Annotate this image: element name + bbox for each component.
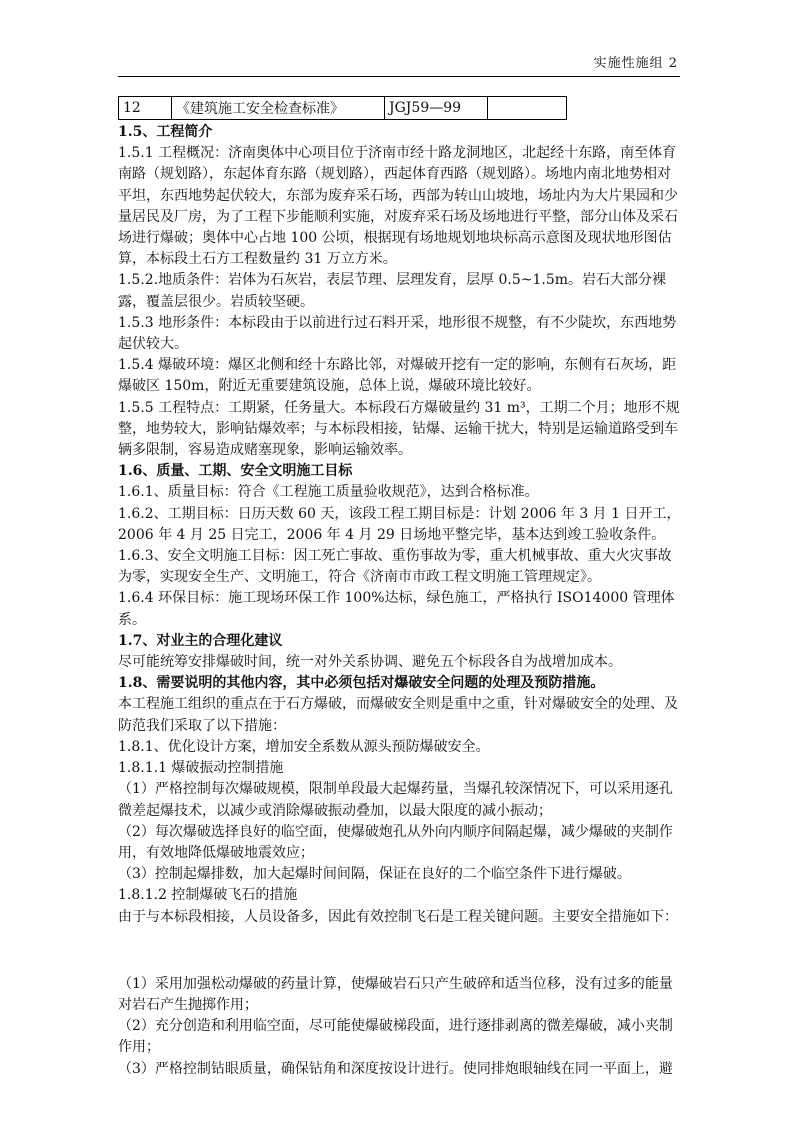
paragraph: 1.8.1、优化设计方案，增加安全系数从源头预防爆破安全。 xyxy=(118,738,490,755)
table-cell-extra xyxy=(488,97,567,120)
reference-table xyxy=(118,96,567,120)
header-rule xyxy=(118,76,680,77)
paragraph: （1）采用加强松动爆破的药量计算，使爆破岩石只产生破碎和适当位移，没有过多的能量对岩石产生抛掷作用； xyxy=(118,975,673,1013)
paragraph: 1.5.2.地质条件：岩体为石灰岩，表层节理、层理发育，层厚 0.5~1.5m。岩石大部分裸露，覆盖层很少。岩质较坚硬。 xyxy=(118,272,667,310)
paragraph: （3）控制起爆排数，加大起爆时间间隔，保证在良好的二个临空条件下进行爆破。 xyxy=(118,866,631,883)
paragraph: （2）充分创造和利用临空面，尽可能使爆破梯段面，进行逐排剥离的微差爆破，减小夹制作用； xyxy=(118,1018,673,1056)
paragraph: 1.5.5 工程特点：工期紧，任务量大。本标段石方爆破量约 31 m³，工期二个月；地形不规整，地势较大，影响钻爆效率；与本标段相接，钻爆、运输干扰大，特别是运输道路受到车辆多限制，容易造成赌塞现象，影响运输效率。 xyxy=(118,399,680,459)
paragraph: 1.5.1 工程概况：济南奥体中心项目位于济南市经十路龙洞地区，北起经十东路，南至体育南路（规划路），东起体育东路（规划路），西起体育西路（规划路）。场地内南北地势相对平坦，东西地势起伏较大，东部为废弃采石场，西部为转山山坡地，场址内为大片果园和少量居民及厂房，为了工程下步能顺利实施，对废弃采石场及场地进行平整，部分山体及采石场进行爆破；奥体中心占地 100 公顷，根据现有场地规划地块标高示意图及现状地形图估算，本标段土石方工程数量约 31 万立方米。 xyxy=(118,145,678,268)
paragraph-spacer xyxy=(118,942,682,960)
table-row xyxy=(119,97,567,120)
paragraph: 1.5.3 地形条件：本标段由于以前进行过石料开采，地形很不规整，有不少陡坎，东西地势起伏较大。 xyxy=(118,314,677,353)
table-cell-no: 12 xyxy=(119,97,172,120)
section-heading: 1.5、工程简介 xyxy=(118,124,213,140)
paragraph: 1.8.1.2 控制爆破飞石的措施 xyxy=(118,887,298,904)
section-heading: 1.6、质量、工期、安全文明施工目标 xyxy=(118,463,353,480)
paragraph: 尽可能统筹安排爆破时间，统一对外关系协调、避免五个标段各自为战增加成本。 xyxy=(118,654,622,671)
paragraph: （3）严格控制钻眼质量，确保钻角和深度按设计进行。使同排炮眼轴线在同一平面上，避 xyxy=(118,1060,673,1077)
paragraph: （2）每次爆破选择良好的临空面，使爆破炮孔从外向内顺序间隔起爆，减少爆破的夹制作用，有效地降低爆破地震效应； xyxy=(118,823,673,861)
paragraph: 1.8.1.1 爆破振动控制措施 xyxy=(118,760,284,777)
document-body xyxy=(118,122,682,1080)
page-header xyxy=(118,52,680,76)
table-cell-name: 《建筑施工安全检查标准》 xyxy=(172,97,385,120)
paragraph: 由于与本标段相接，人员设备多，因此有效控制飞石是工程关键问题。主要安全措施如下： xyxy=(118,908,678,925)
paragraph: 1.6.3、安全文明施工目标：因工死亡事故、重伤事故为零，重大机械事故、重大火灾事故为零，实现安全生产、文明施工，符合《济南市市政工程文明施工管理规定》。 xyxy=(118,548,672,586)
section-heading: 1.7、对业主的合理化建议 xyxy=(118,632,283,649)
header-text: 实施性施组 2 xyxy=(593,56,678,71)
section-heading: 1.8、需要说明的其他内容，其中必须包括对爆破安全问题的处理及预防措施。 xyxy=(118,675,605,692)
paragraph: 1.5.4 爆破环境：爆区北侧和经十东路比邻，对爆破开挖有一定的影响，东侧有石灰场，距爆破区 150m，附近无重要建筑设施，总体上说，爆破环境比较好。 xyxy=(118,357,677,395)
paragraph: 1.6.4 环保目标：施工现场环保工作 100%达标，绿色施工，严格执行 ISO14000 管理体系。 xyxy=(118,590,675,628)
paragraph: 1.6.2、工期目标：日历天数 60 天，该段工程工期目标是：计划 2006 年 3 月 1 日开工，2006 年 4 月 25 日完工，2006 年 4 月 29 日场地平整完毕，基本达到竣工验收条件。 xyxy=(118,505,681,543)
table-cell-code: JGJ59—99 xyxy=(385,97,488,120)
paragraph: （1）严格控制每次爆破规模，限制单段最大起爆药量，当爆孔较深情况下，可以采用逐孔微差起爆技术，以减少或消除爆破振动叠加，以最大限度的减小振动； xyxy=(118,781,673,819)
paragraph: 本工程施工组织的重点在于石方爆破，而爆破安全则是重中之重，针对爆破安全的处理、及防范我们采取了以下措施： xyxy=(118,696,678,734)
paragraph: 1.6.1、质量目标：符合《工程施工质量验收规范》，达到合格标准。 xyxy=(118,484,539,501)
